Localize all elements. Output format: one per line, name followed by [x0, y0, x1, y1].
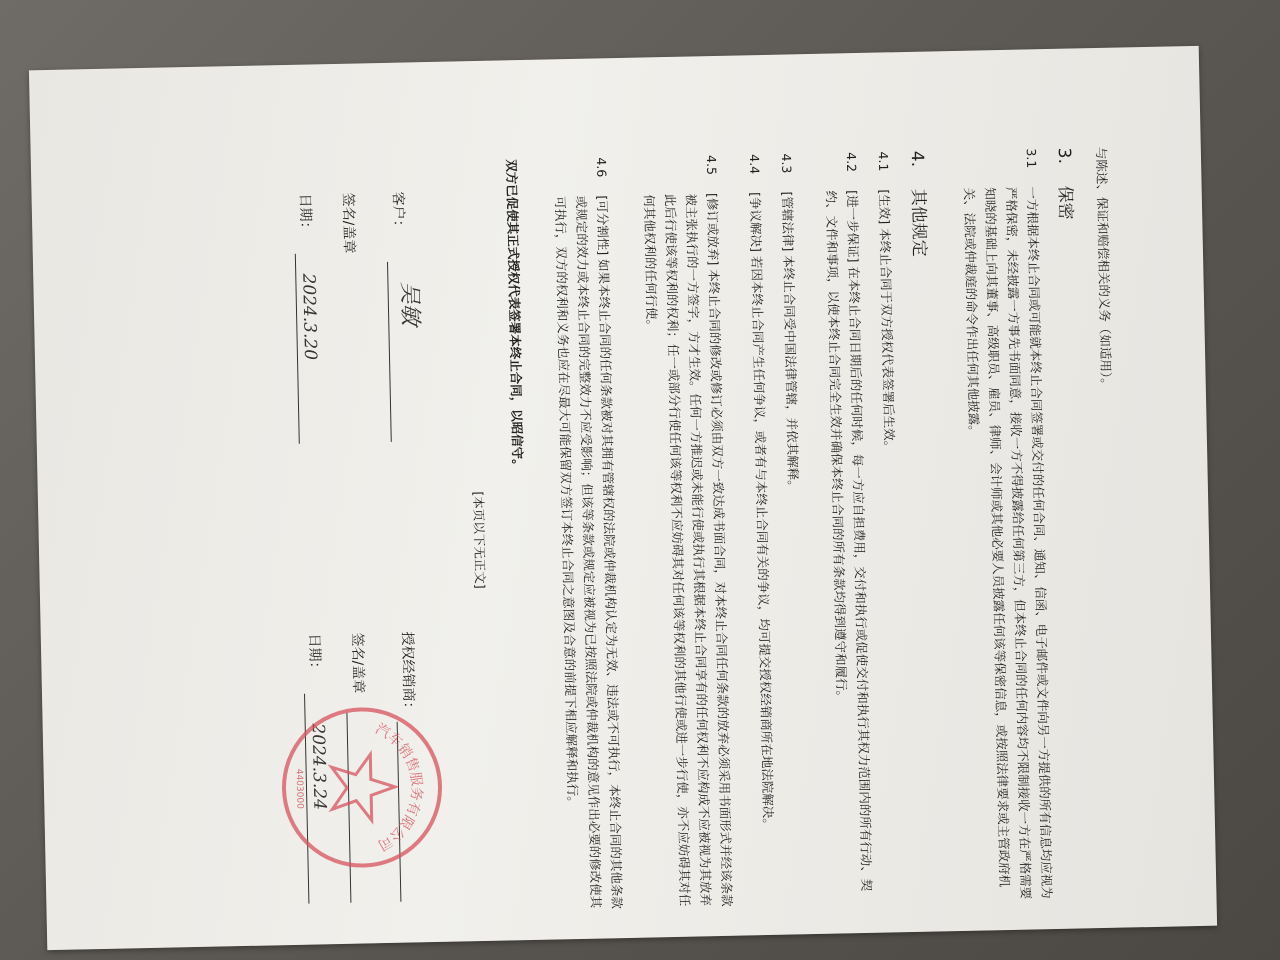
section-title: 保密 [1054, 185, 1076, 220]
clause-4-3 [776, 153, 813, 913]
customer-sign-label: 签名/盖章 [339, 192, 357, 254]
clause-text: [修订或放弃] 本终止合同的修改或修订必须由双方一致达成书面合同，对本终止合同任何条款的放弃必须采用书面形式并经该条款被主张执行的一方签字，方才生效。任何一方推迟或未能行使或执行其根据本终止合同享有的任何权利不应构成不应被视为其放弃此后行使该等权利的权利；任一或部分行使任何该等权利不应妨碍其对任何该等权利的其他行使或进一步行使，亦不应妨碍其对任何其他权利的任何行使。 [641, 192, 735, 907]
witness-clause: 双方已促使其正式授权代表签署本终止合同，以昭信守。 [503, 159, 526, 472]
seal-text: 汽车销售服务有限公司 [372, 721, 425, 854]
clause-text: [管辖法律] 本终止合同受中国法律管辖，并依其解释。 [779, 191, 801, 493]
clause-text: 一方根据本终止合同或可能就本终止合同签署或交付的任何合同、通知、信函、电子邮件或文件向另一方提供的所有信息均应视为严格保密，未经披露一方事先书面同意，接收一方不得披露给任何第三方，但本终止合同的任何内容均不限制接收一方在严格需要知晓的基础上向其董事、高级职员、雇员、律师、会计师或其他必要人员披露任何该等保密信息，或按照法律要求或主管政府机关、法院或仲裁庭的命令作出任何其他披露。 [961, 186, 1055, 900]
paper-sheet [29, 46, 1217, 950]
clause-4-4 [744, 154, 781, 914]
clause-4-2 [820, 152, 878, 913]
customer-label: 客户： [389, 191, 407, 234]
clause-4-6 [549, 157, 628, 918]
clause-number: 4.2 [843, 151, 860, 173]
section-title: 其他规定 [907, 188, 930, 257]
clause-number: 4.5 [703, 154, 720, 176]
customer-handwritten-date: 2024.3.20 [298, 273, 321, 361]
section-3-heading [1053, 147, 1090, 907]
dealer-date-label: 日期： [305, 633, 323, 676]
clause-number: 3.1 [1023, 148, 1040, 169]
clause-3-1 [958, 148, 1058, 910]
clause-text: [可分割性] 如果本终止合同的任何条款被对其拥有管辖权的法院或仲裁机构认定为无效、违法或不可执行，本终止合同的其他条款或规定的效力或本终止合同的完整效力不应受影响；但该等条款或规定应被视为已按照法院或仲裁机构的意见作出必要的修改使其可执行，双方的权利和义务也应在尽最大可能保留双方签订本终止合同之意图及合意的前提下相应解释和执行。 [552, 195, 625, 910]
clause-text: [争议解决] 若因本终止合同产生任何争议，或者有与本终止合同有关的争议，均可提交授权经销商所在地法院解决。 [747, 192, 776, 831]
company-seal [275, 701, 449, 875]
section-number: 3. [1053, 147, 1075, 165]
intro-line: 与陈述、保证和赔偿相关的义务（如适用）。 [1093, 146, 1114, 391]
clause-text: [进一步保证] 在本终止合同日期后的任何时候，每一方应自担费用，交付和执行或促使交付和执行其权力范围内的所有行动、契约、文件和事项，以使本终止合同完全生效并确保本终止合同的所有条款均得到遵守和履行。 [823, 189, 875, 892]
section-number: 4. [906, 150, 928, 168]
seal-number: 4403000 [293, 768, 305, 809]
clause-number: 4.3 [778, 153, 795, 174]
blank-page-note: [本页以下无正文] [470, 491, 488, 589]
customer-line [387, 262, 392, 442]
customer-date-label: 日期： [296, 193, 314, 236]
clause-text: [生效] 本终止合同于双方授权代表签署后生效。 [876, 189, 898, 454]
section-4-heading [906, 151, 943, 911]
dealer-label: 授权经销商： [398, 631, 417, 716]
clause-number: 4.1 [875, 151, 892, 172]
clause-number: 4.6 [593, 157, 610, 178]
customer-handwritten-signature: 吴敏 [396, 281, 423, 326]
clause-number: 4.4 [746, 154, 763, 175]
clause-4-1 [873, 151, 910, 911]
clause-4-5 [638, 155, 738, 917]
contract-page [52, 145, 1198, 928]
dealer-sign-label: 签名/盖章 [348, 632, 367, 694]
seal-star-icon [331, 754, 395, 821]
dealer-handwritten-date: 2024.3.24 [307, 723, 330, 811]
